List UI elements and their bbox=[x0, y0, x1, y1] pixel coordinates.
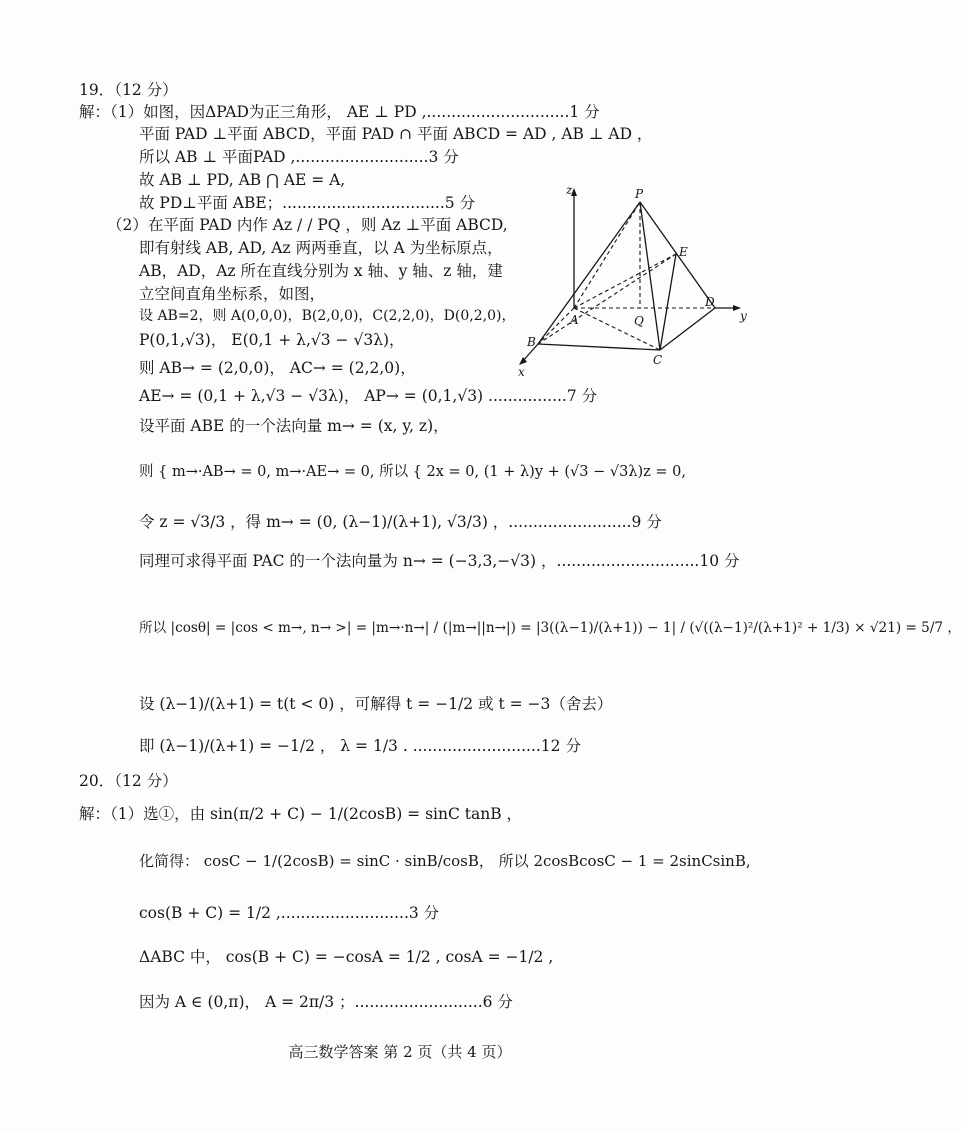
q20-line-3: cos(B + C) = 1/2 ,..........................3 分 bbox=[139, 904, 440, 922]
q20-line-4: ΔABC 中， cos(B + C) = −cosA = 1/2 , cosA = −1/2 , bbox=[139, 948, 554, 966]
edge-CD bbox=[660, 308, 715, 350]
figure-label-B: B bbox=[527, 335, 536, 349]
figure-label-A: A bbox=[570, 313, 579, 327]
q19-line-10: 设 AB=2，则 A(0,0,0)，B(2,0,0)，C(2,2,0)，D(0,2,0)， bbox=[139, 308, 516, 324]
pyramid-figure bbox=[510, 183, 755, 379]
q19-line-6: （2）在平面 PAD 内作 Az / / PQ ，则 Az ⊥平面 ABCD, bbox=[107, 216, 508, 234]
q19-line-3: 所以 AB ⊥ 平面PAD ,...........................3 分 bbox=[139, 148, 459, 166]
q20-line-1: 解：（1）选①，由 sin(π/2 + C) − 1/(2cosB) = sinC tanB ， bbox=[79, 805, 523, 823]
q19-line-18: 所以 |cosθ| = |cos < m→, n→ >| = |m→·n→| / (|m→||n→|) = |3((λ−1)/(λ+1)) − 1| / (√((λ−1)²/(λ+1)² + 1/3) × √21) = 5/7 ， bbox=[139, 620, 961, 636]
q19-line-4: 故 AB ⊥ PD, AB ⋂ AE = A, bbox=[139, 171, 346, 189]
q19-line-19: 设 (λ−1)/(λ+1) = t(t < 0) ，可解得 t = −1/2 或 t = −3（舍去） bbox=[139, 695, 613, 713]
q19-line-15: 则 { m→·AB→ = 0, m→·AE→ = 0, 所以 { 2x = 0, (1 + λ)y + (√3 − √3λ)z = 0, bbox=[139, 464, 687, 480]
q19-line-8: AB，AD，Az 所在直线分别为 x 轴、y 轴、z 轴，建 bbox=[139, 262, 503, 280]
q19-line-13: AE→ = (0,1 + λ,√3 − √3λ)， AP→ = (0,1,√3) ................7 分 bbox=[139, 387, 598, 405]
edge-AE bbox=[574, 254, 676, 308]
q19-line-14: 设平面 ABE 的一个法向量 m→ = (x, y, z)， bbox=[139, 417, 449, 435]
edge-BE bbox=[538, 254, 676, 344]
edge-PB bbox=[538, 202, 640, 344]
figure-label-z: z bbox=[566, 183, 573, 197]
q19-line-1: 解：（1）如图，因ΔPAD为正三角形， AE ⊥ PD ,.............................1 分 bbox=[79, 103, 600, 121]
figure-label-C: C bbox=[653, 353, 663, 367]
q19-header: 19．（12 分） bbox=[79, 81, 178, 99]
figure-label-P: P bbox=[635, 187, 644, 201]
figure-label-E: E bbox=[679, 245, 688, 259]
q19-line-12: 则 AB→ = (2,0,0)， AC→ = (2,2,0)， bbox=[139, 359, 416, 377]
figure-label-x: x bbox=[518, 365, 525, 379]
edge-BC bbox=[538, 344, 660, 350]
edge-AB bbox=[538, 308, 574, 344]
q19-line-2: 平面 PAD ⊥平面 ABCD，平面 PAD ∩ 平面 ABCD = AD , AB ⊥ AD ， bbox=[139, 125, 653, 143]
figure-label-y: y bbox=[740, 309, 747, 323]
q19-line-7: 即有射线 AB, AD, Az 两两垂直，以 A 为坐标原点， bbox=[139, 239, 503, 257]
figure-label-D: D bbox=[705, 295, 715, 309]
q20-header: 20．（12 分） bbox=[79, 772, 178, 790]
pyramid-diagram bbox=[510, 183, 755, 379]
q19-line-9: 立空间直角坐标系，如图， bbox=[139, 285, 326, 303]
edge-PA bbox=[574, 202, 640, 308]
q20-line-2: 化简得： cosC − 1/(2cosB) = sinC · sinB/cosB， 所以 2cosBcosC − 1 = 2sinCsinB, bbox=[139, 852, 751, 870]
edge-CE bbox=[660, 254, 676, 350]
edge-PD bbox=[640, 202, 715, 308]
figure-label-Q: Q bbox=[634, 314, 644, 328]
q19-line-20: 即 (λ−1)/(λ+1) = −1/2 ， λ = 1/3 . ..........................12 分 bbox=[139, 737, 581, 755]
q19-line-17: 同理可求得平面 PAC 的一个法向量为 n→ = (−3,3,−√3) ，.............................10 分 bbox=[139, 552, 740, 570]
q19-line-16: 令 z = √3/3 ，得 m→ = (0, (λ−1)/(λ+1), √3/3) ，.........................9 分 bbox=[139, 513, 662, 531]
q19-line-5: 故 PD⊥平面 ABE；.................................5 分 bbox=[139, 194, 476, 212]
q19-line-11: P(0,1,√3)， E(0,1 + λ,√3 − √3λ)， bbox=[139, 331, 405, 349]
q20-line-5: 因为 A ∈ (0,π)， A = 2π/3 ；..........................6 分 bbox=[139, 993, 513, 1011]
edge-AC bbox=[574, 308, 660, 350]
page-footer: 高三数学答案 第 2 页（共 4 页） bbox=[288, 1043, 512, 1061]
